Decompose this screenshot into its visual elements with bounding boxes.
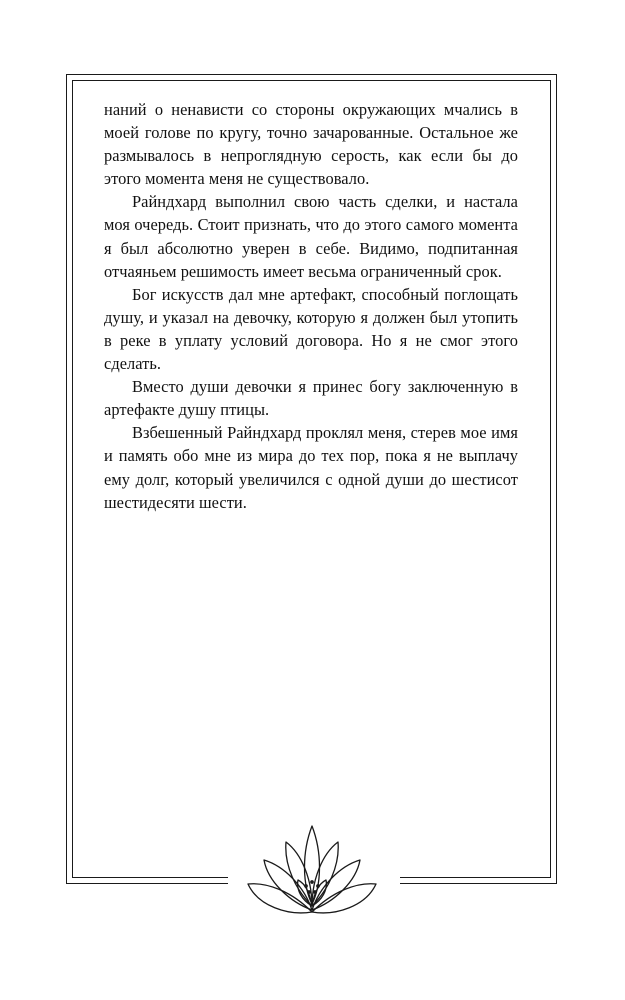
paragraph-1: наний о ненависти со стороны окружающих мчались в моей голове по кругу, точно зачарованные. Остальное же размывалось в непроглядную серость, как если бы до этого момента меня не существовало.	[104, 100, 518, 189]
paragraph-5: Взбешенный Райндхард проклял меня, стерев мое имя и память обо мне из мира до тех пор, пока я не выплачу ему долг, который увеличился с одной души до шестисот шестидесяти шести.	[104, 423, 518, 512]
body-text	[104, 98, 518, 514]
lotus-icon	[244, 820, 380, 920]
paragraph-4: Вместо души девочки я принес богу заключенную в артефакте душу птицы.	[104, 377, 518, 420]
paragraph-2: Райндхард выполнил свою часть сделки, и настала моя очередь. Стоит признать, что до этого самого момента я был абсолютно уверен в себе. Видимо, подпитанная отчаяньем решимость имеет весьма ограниченный срок.	[104, 192, 518, 281]
paragraph-3: Бог искусств дал мне артефакт, способный поглощать душу, и указал на девочку, которую я должен был утопить в реке в уплату условий договора. Но я не смог этого сделать.	[104, 284, 518, 374]
